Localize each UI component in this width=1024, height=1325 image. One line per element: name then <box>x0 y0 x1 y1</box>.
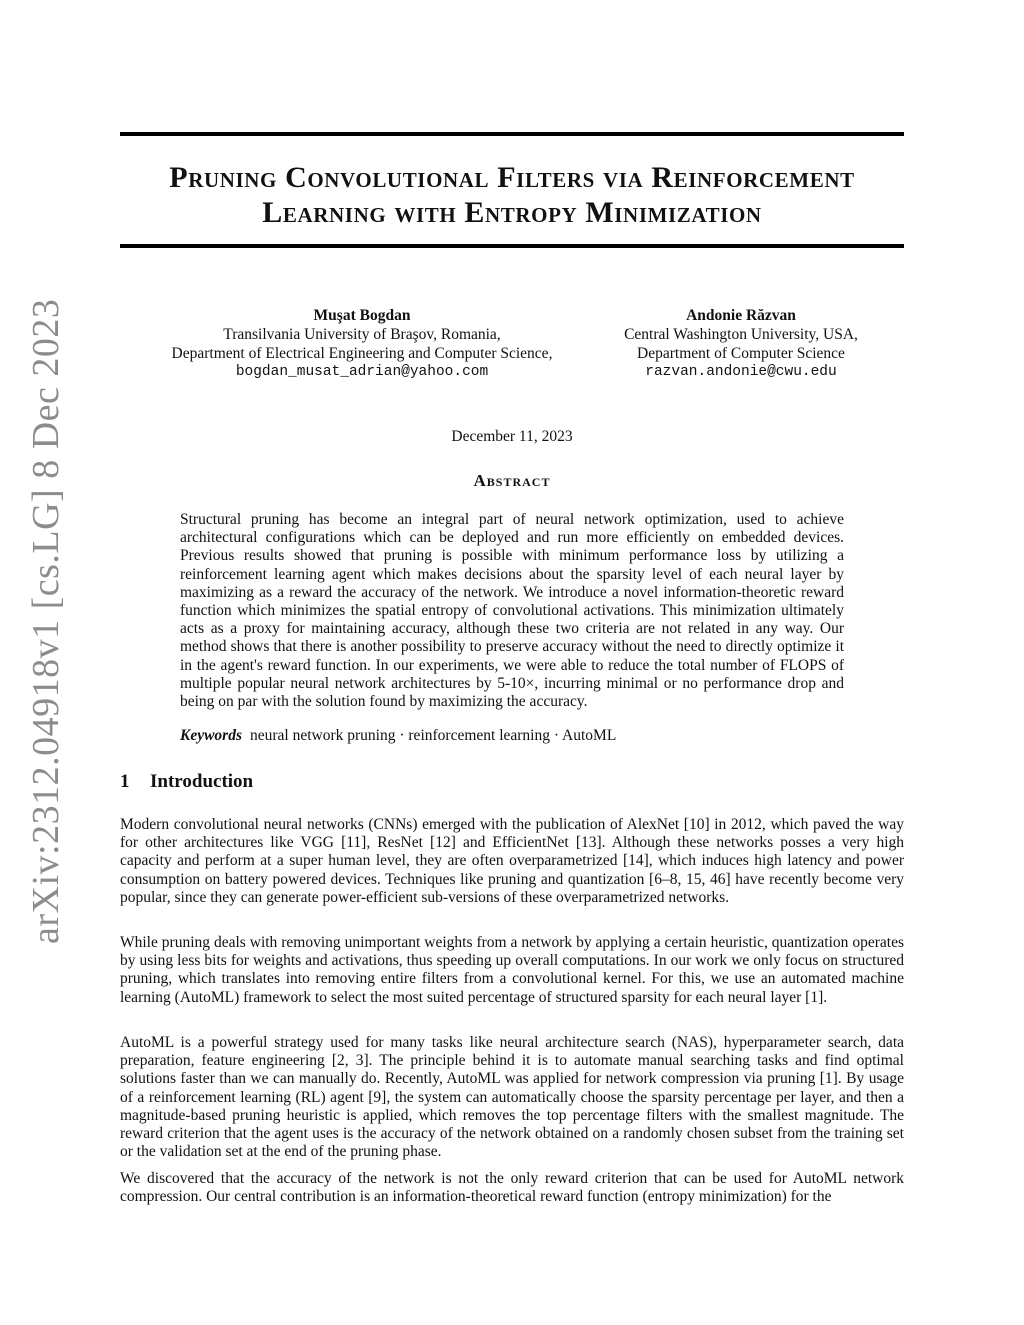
author-department: Department of Electrical Engineering and Computer Science, <box>171 345 553 362</box>
author-name: Andonie Răzvan <box>686 307 796 324</box>
keywords-line <box>180 727 844 745</box>
intro-paragraph-3: AutoML is a powerful strategy used for many tasks like neural architecture search (NAS), hyperparameter search, data preparation, feature engineering [2, 3]. The principle behind it is to automate manual searching tasks and find optimal solutions faster than we can manually do. Recently, AutoML was applied for network compression via pruning [1]. By usage of a reinforcement learning (RL) agent [9], the system can automatically choose the sparsity percentage per layer, and then a magnitude-based pruning heuristic is applied, which removes the top percentage filters with the smallest magnitude. The reward criterion that the agent uses is the accuracy of the network obtained on a randomly chosen subset from the training set or the validation set at the end of the pruning phase. <box>120 1034 904 1161</box>
author-affiliation: Transilvania University of Braşov, Romania, <box>223 326 501 343</box>
section-heading-introduction <box>120 771 253 793</box>
author-email[interactable]: bogdan_musat_adrian@yahoo.com <box>235 364 489 380</box>
author-department: Department of Computer Science <box>637 345 845 362</box>
abstract-heading: Abstract <box>473 471 551 490</box>
author-block-1 <box>120 306 604 382</box>
author-email[interactable]: razvan.andonie@cwu.edu <box>645 364 837 380</box>
paper-title-line-2: Learning with Entropy Minimization <box>262 196 762 229</box>
paper-title <box>120 160 904 230</box>
author-affiliation: Central Washington University, USA, <box>624 326 858 343</box>
title-bottom-rule <box>120 244 904 248</box>
keywords-text: neural network pruning · reinforcement learning · AutoML <box>250 727 617 744</box>
author-name: Muşat Bogdan <box>313 307 411 324</box>
intro-paragraph-2: While pruning deals with removing unimportant weights from a network by applying a certain heuristic, quantization operates by using less bits for weights and activations, thus speeding up overall computations. In our work we only focus on structured pruning, which translates into removing entire filters from a convolutional kernel. For this, we use an automated machine learning (AutoML) framework to select the most suited percentage of structured sparsity for each neural layer [1]. <box>120 934 904 1006</box>
publication-date: December 11, 2023 <box>451 428 573 445</box>
abstract-text: Structural pruning has become an integral part of neural network optimization, used to achieve architectural configurations which can be deployed and run more efficiently on embedded devices. Previous results showed that pruning is possible with minimum performance loss by utilizing a reinforcement learning agent which makes decisions about the sparsity level of each neural layer by maximizing as a reward the accuracy of the network. We introduce a novel information-theoretic reward function which minimizes the spatial entropy of convolutional activations. This minimization ultimately acts as a proxy for maintaining accuracy, although these two criteria are not related in any way. Our method shows that there is another possibility to preserve accuracy without the need to directly optimize it in the agent's reward function. In our experiments, we were able to reduce the total number of FLOPS of multiple popular neural network architectures by 5-10×, incurring minimal or no performance drop and being on par with the solution found by maximizing the accuracy. <box>180 511 844 711</box>
title-top-rule <box>120 132 904 136</box>
section-title: Introduction <box>150 771 254 792</box>
paper-title-line-1: Pruning Convolutional Filters via Reinforcement <box>169 161 855 194</box>
keywords-label: Keywords <box>180 727 242 744</box>
arxiv-identifier-stamp: arXiv:2312.04918v1 [cs.LG] 8 Dec 2023 <box>25 298 67 944</box>
author-block-2 <box>596 306 886 382</box>
intro-paragraph-4: We discovered that the accuracy of the network is not the only reward criterion that can be used for AutoML network compression. Our central contribution is an information-theoretical reward function (entropy minimization) for the <box>120 1170 904 1206</box>
section-number: 1 <box>120 771 130 792</box>
intro-paragraph-1: Modern convolutional neural networks (CNNs) emerged with the publication of AlexNet [10] in 2012, which paved the way for other architectures like VGG [11], ResNet [12] and EfficientNet [13]. Although these networks posses a very high capacity and perform at a super human level, they are often overparametrized [14], which induces high latency and power consumption on battery powered devices. Techniques like pruning and quantization [6–8, 15, 46] have recently become very popular, since they can generate power-efficient sub-versions of these overparametrized networks. <box>120 816 904 906</box>
